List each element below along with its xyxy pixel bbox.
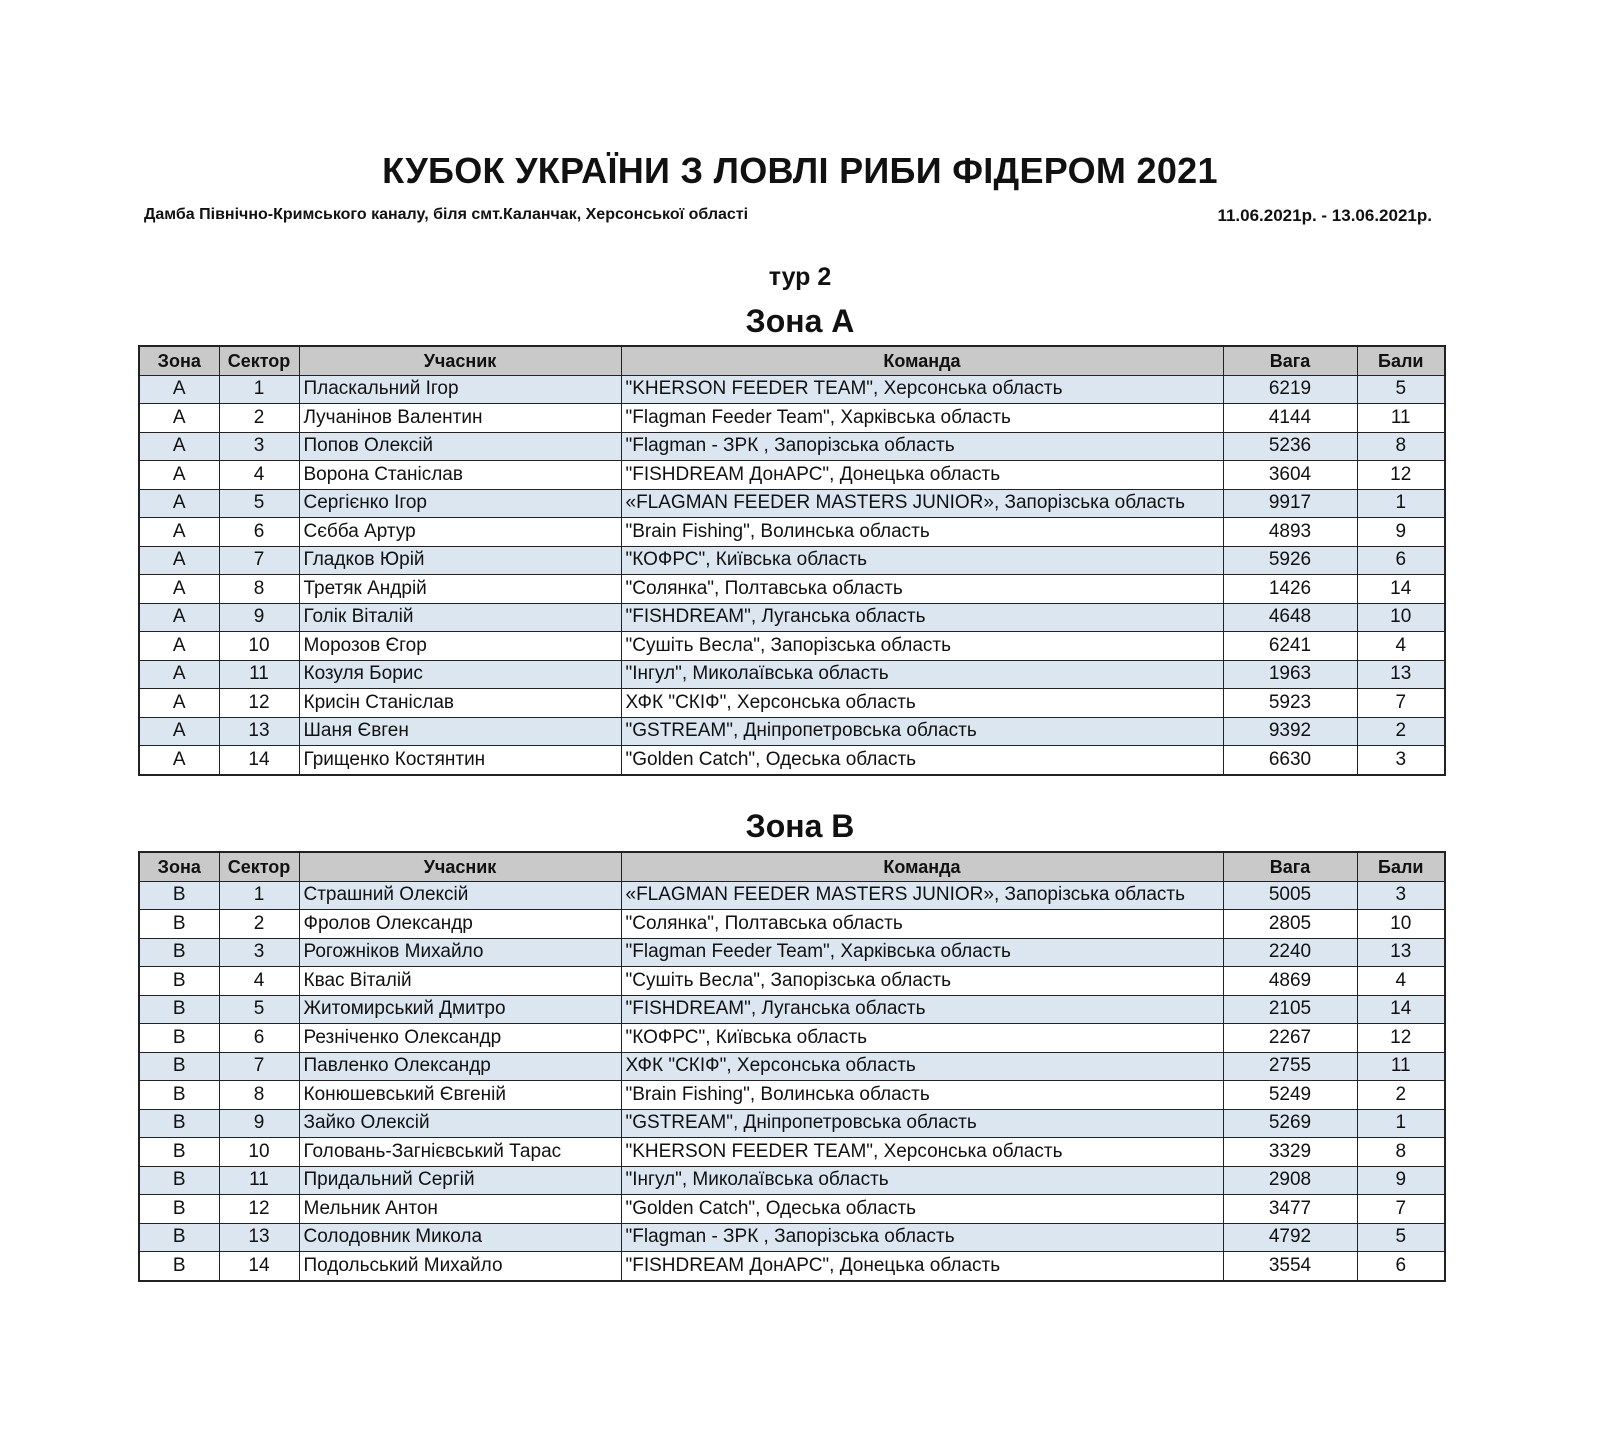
cell-participant: Конюшевський Євгеній xyxy=(299,1081,621,1110)
cell-team: "Golden Catch", Одеська область xyxy=(621,1195,1223,1224)
cell-participant: Зайко Олексій xyxy=(299,1109,621,1138)
column-header-participant: Учасник xyxy=(299,346,621,375)
cell-zone: А xyxy=(139,518,219,547)
cell-weight: 4869 xyxy=(1223,967,1357,996)
cell-weight: 1426 xyxy=(1223,575,1357,604)
cell-sector: 5 xyxy=(219,995,299,1024)
cell-weight: 5926 xyxy=(1223,546,1357,575)
cell-points: 13 xyxy=(1357,938,1445,967)
cell-sector: 3 xyxy=(219,432,299,461)
cell-weight: 4792 xyxy=(1223,1223,1357,1252)
cell-zone: А xyxy=(139,489,219,518)
cell-participant: Голік Віталій xyxy=(299,603,621,632)
zone-b-title: Зона В xyxy=(745,808,855,844)
cell-weight: 3554 xyxy=(1223,1252,1357,1281)
cell-team: «FLAGMAN FEEDER MASTERS JUNIOR», Запорізська область xyxy=(621,489,1223,518)
cell-sector: 6 xyxy=(219,1024,299,1053)
cell-points: 10 xyxy=(1357,603,1445,632)
cell-participant: Грищенко Костянтин xyxy=(299,746,621,775)
cell-points: 11 xyxy=(1357,404,1445,433)
cell-team: "Flagman Feeder Team", Харківська область xyxy=(621,938,1223,967)
cell-points: 14 xyxy=(1357,995,1445,1024)
table-row xyxy=(139,717,1445,746)
event-dates: 11.06.2021р. - 13.06.2021р. xyxy=(1217,206,1432,225)
cell-points: 6 xyxy=(1357,1252,1445,1281)
cell-points: 13 xyxy=(1357,660,1445,689)
cell-zone: В xyxy=(139,1081,219,1110)
cell-sector: 8 xyxy=(219,575,299,604)
cell-weight: 6241 xyxy=(1223,632,1357,661)
table-row xyxy=(139,967,1445,996)
cell-zone: В xyxy=(139,881,219,910)
column-header-sector: Сектор xyxy=(219,346,299,375)
cell-sector: 1 xyxy=(219,881,299,910)
cell-points: 4 xyxy=(1357,632,1445,661)
table-row xyxy=(139,632,1445,661)
cell-sector: 10 xyxy=(219,1138,299,1167)
cell-points: 1 xyxy=(1357,489,1445,518)
table-row xyxy=(139,461,1445,490)
cell-zone: А xyxy=(139,546,219,575)
cell-zone: А xyxy=(139,404,219,433)
cell-weight: 2805 xyxy=(1223,910,1357,939)
cell-participant: Придальний Сергій xyxy=(299,1166,621,1195)
cell-weight: 2755 xyxy=(1223,1052,1357,1081)
cell-zone: А xyxy=(139,717,219,746)
column-header-zone: Зона xyxy=(139,346,219,375)
cell-participant: Пласкальний Ігор xyxy=(299,375,621,404)
table-row xyxy=(139,910,1445,939)
cell-team: "FISHDREAM ДонАРС", Донецька область xyxy=(621,461,1223,490)
cell-sector: 11 xyxy=(219,660,299,689)
table-row xyxy=(139,603,1445,632)
cell-team: "GSTREAM", Дніпропетровська область xyxy=(621,1109,1223,1138)
cell-zone: В xyxy=(139,1109,219,1138)
table-row xyxy=(139,518,1445,547)
cell-team: "КОФРС", Київська область xyxy=(621,1024,1223,1053)
cell-sector: 8 xyxy=(219,1081,299,1110)
cell-team: "Сушіть Весла", Запорізська область xyxy=(621,632,1223,661)
table-row xyxy=(139,489,1445,518)
cell-zone: А xyxy=(139,575,219,604)
cell-team: "Солянка", Полтавська область xyxy=(621,575,1223,604)
cell-sector: 13 xyxy=(219,1223,299,1252)
table-header-row xyxy=(139,852,1445,881)
cell-participant: Мельник Антон xyxy=(299,1195,621,1224)
cell-participant: Гладков Юрій xyxy=(299,546,621,575)
event-location: Дамба Північно-Кримського каналу, біля смт.Каланчак, Херсонської області xyxy=(144,206,749,223)
cell-points: 5 xyxy=(1357,375,1445,404)
table-row xyxy=(139,546,1445,575)
cell-participant: Головань-Загнієвський Тарас xyxy=(299,1138,621,1167)
cell-sector: 7 xyxy=(219,546,299,575)
column-header-sector: Сектор xyxy=(219,852,299,881)
cell-participant: Ворона Станіслав xyxy=(299,461,621,490)
cell-team: "GSTREAM", Дніпропетровська область xyxy=(621,717,1223,746)
table-header-row xyxy=(139,346,1445,375)
table-row xyxy=(139,1252,1445,1281)
cell-sector: 13 xyxy=(219,717,299,746)
cell-participant: Сергієнко Ігор xyxy=(299,489,621,518)
column-header-points: Бали xyxy=(1357,852,1445,881)
cell-sector: 14 xyxy=(219,746,299,775)
table-row xyxy=(139,1138,1445,1167)
cell-zone: В xyxy=(139,910,219,939)
cell-team: "FISHDREAM", Луганська область xyxy=(621,995,1223,1024)
cell-sector: 2 xyxy=(219,910,299,939)
cell-sector: 6 xyxy=(219,518,299,547)
cell-sector: 1 xyxy=(219,375,299,404)
cell-zone: А xyxy=(139,746,219,775)
column-header-zone: Зона xyxy=(139,852,219,881)
cell-sector: 3 xyxy=(219,938,299,967)
cell-team: "KHERSON FEEDER TEAM", Херсонська область xyxy=(621,1138,1223,1167)
cell-weight: 2240 xyxy=(1223,938,1357,967)
cell-zone: В xyxy=(139,1223,219,1252)
table-row xyxy=(139,375,1445,404)
column-header-weight: Вага xyxy=(1223,852,1357,881)
cell-zone: В xyxy=(139,1024,219,1053)
column-header-participant: Учасник xyxy=(299,852,621,881)
cell-sector: 2 xyxy=(219,404,299,433)
cell-points: 1 xyxy=(1357,1109,1445,1138)
cell-weight: 6630 xyxy=(1223,746,1357,775)
cell-sector: 10 xyxy=(219,632,299,661)
table-row xyxy=(139,689,1445,718)
cell-team: "Brain Fishing", Волинська область xyxy=(621,518,1223,547)
page-title: КУБОК УКРАЇНИ З ЛОВЛІ РИБИ ФІДЕРОМ 2021 xyxy=(382,150,1218,191)
column-header-team: Команда xyxy=(621,346,1223,375)
cell-weight: 9917 xyxy=(1223,489,1357,518)
cell-participant: Третяк Андрій xyxy=(299,575,621,604)
cell-team: «FLAGMAN FEEDER MASTERS JUNIOR», Запорізська область xyxy=(621,881,1223,910)
cell-weight: 9392 xyxy=(1223,717,1357,746)
cell-participant: Козуля Борис xyxy=(299,660,621,689)
cell-participant: Павленко Олександр xyxy=(299,1052,621,1081)
cell-participant: Резніченко Олександр xyxy=(299,1024,621,1053)
cell-weight: 5923 xyxy=(1223,689,1357,718)
cell-zone: В xyxy=(139,967,219,996)
cell-sector: 9 xyxy=(219,1109,299,1138)
cell-team: "FISHDREAM ДонАРС", Донецька область xyxy=(621,1252,1223,1281)
round-label: тур 2 xyxy=(768,263,832,291)
cell-points: 4 xyxy=(1357,967,1445,996)
table-row xyxy=(139,881,1445,910)
cell-team: "Golden Catch", Одеська область xyxy=(621,746,1223,775)
cell-sector: 4 xyxy=(219,967,299,996)
cell-weight: 3604 xyxy=(1223,461,1357,490)
cell-participant: Житомирський Дмитро xyxy=(299,995,621,1024)
table-row xyxy=(139,1052,1445,1081)
table-row xyxy=(139,1166,1445,1195)
cell-team: ХФК "СКІФ", Херсонська область xyxy=(621,1052,1223,1081)
cell-zone: В xyxy=(139,1166,219,1195)
cell-zone: А xyxy=(139,375,219,404)
zone-a-title: Зона А xyxy=(745,303,855,339)
cell-team: "Brain Fishing", Волинська область xyxy=(621,1081,1223,1110)
cell-zone: В xyxy=(139,1052,219,1081)
cell-participant: Подольський Михайло xyxy=(299,1252,621,1281)
cell-sector: 11 xyxy=(219,1166,299,1195)
cell-points: 11 xyxy=(1357,1052,1445,1081)
table-row xyxy=(139,1081,1445,1110)
cell-zone: В xyxy=(139,1252,219,1281)
table-row xyxy=(139,404,1445,433)
cell-weight: 4648 xyxy=(1223,603,1357,632)
cell-weight: 4144 xyxy=(1223,404,1357,433)
cell-points: 2 xyxy=(1357,717,1445,746)
cell-points: 8 xyxy=(1357,432,1445,461)
zone-a-table xyxy=(138,345,1446,776)
cell-team: "KHERSON FEEDER TEAM", Херсонська область xyxy=(621,375,1223,404)
table-row xyxy=(139,995,1445,1024)
cell-weight: 3477 xyxy=(1223,1195,1357,1224)
table-row xyxy=(139,1223,1445,1252)
zone-b-table xyxy=(138,851,1446,1282)
cell-team: "FISHDREAM", Луганська область xyxy=(621,603,1223,632)
cell-team: "Сушіть Весла", Запорізська область xyxy=(621,967,1223,996)
cell-sector: 9 xyxy=(219,603,299,632)
cell-zone: А xyxy=(139,660,219,689)
cell-points: 12 xyxy=(1357,1024,1445,1053)
cell-participant: Страшний Олексій xyxy=(299,881,621,910)
cell-sector: 12 xyxy=(219,1195,299,1224)
cell-team: "Flagman Feeder Team", Харківська область xyxy=(621,404,1223,433)
cell-weight: 1963 xyxy=(1223,660,1357,689)
cell-team: ХФК "СКІФ", Херсонська область xyxy=(621,689,1223,718)
column-header-points: Бали xyxy=(1357,346,1445,375)
cell-sector: 7 xyxy=(219,1052,299,1081)
cell-weight: 2908 xyxy=(1223,1166,1357,1195)
cell-participant: Лучанінов Валентин xyxy=(299,404,621,433)
cell-participant: Попов Олексій xyxy=(299,432,621,461)
cell-participant: Шаня Євген xyxy=(299,717,621,746)
cell-points: 2 xyxy=(1357,1081,1445,1110)
cell-team: "Flagman - ЗРК , Запорізська область xyxy=(621,432,1223,461)
table-row xyxy=(139,1195,1445,1224)
cell-zone: А xyxy=(139,632,219,661)
cell-team: "КОФРС", Київська область xyxy=(621,546,1223,575)
cell-zone: А xyxy=(139,432,219,461)
table-row xyxy=(139,1109,1445,1138)
table-row xyxy=(139,1024,1445,1053)
cell-zone: А xyxy=(139,689,219,718)
cell-points: 9 xyxy=(1357,518,1445,547)
cell-sector: 5 xyxy=(219,489,299,518)
cell-weight: 5249 xyxy=(1223,1081,1357,1110)
cell-zone: В xyxy=(139,1195,219,1224)
cell-zone: А xyxy=(139,461,219,490)
cell-participant: Сєбба Артур xyxy=(299,518,621,547)
cell-zone: А xyxy=(139,603,219,632)
column-header-weight: Вага xyxy=(1223,346,1357,375)
column-header-team: Команда xyxy=(621,852,1223,881)
cell-participant: Квас Віталій xyxy=(299,967,621,996)
cell-points: 3 xyxy=(1357,746,1445,775)
cell-participant: Морозов Єгор xyxy=(299,632,621,661)
cell-points: 10 xyxy=(1357,910,1445,939)
table-row xyxy=(139,432,1445,461)
cell-team: "Інгул", Миколаївська область xyxy=(621,660,1223,689)
cell-participant: Солодовник Микола xyxy=(299,1223,621,1252)
cell-points: 12 xyxy=(1357,461,1445,490)
table-row xyxy=(139,938,1445,967)
cell-weight: 2105 xyxy=(1223,995,1357,1024)
cell-points: 3 xyxy=(1357,881,1445,910)
table-row xyxy=(139,660,1445,689)
cell-sector: 12 xyxy=(219,689,299,718)
cell-zone: В xyxy=(139,938,219,967)
cell-sector: 4 xyxy=(219,461,299,490)
cell-weight: 5269 xyxy=(1223,1109,1357,1138)
cell-team: "Інгул", Миколаївська область xyxy=(621,1166,1223,1195)
cell-participant: Рогожніков Михайло xyxy=(299,938,621,967)
cell-sector: 14 xyxy=(219,1252,299,1281)
cell-zone: В xyxy=(139,995,219,1024)
cell-points: 7 xyxy=(1357,689,1445,718)
cell-participant: Фролов Олександр xyxy=(299,910,621,939)
cell-zone: В xyxy=(139,1138,219,1167)
cell-points: 7 xyxy=(1357,1195,1445,1224)
cell-weight: 6219 xyxy=(1223,375,1357,404)
cell-weight: 2267 xyxy=(1223,1024,1357,1053)
cell-participant: Крисін Станіслав xyxy=(299,689,621,718)
cell-weight: 4893 xyxy=(1223,518,1357,547)
cell-points: 9 xyxy=(1357,1166,1445,1195)
cell-weight: 5236 xyxy=(1223,432,1357,461)
table-row xyxy=(139,746,1445,775)
cell-points: 5 xyxy=(1357,1223,1445,1252)
cell-team: "Солянка", Полтавська область xyxy=(621,910,1223,939)
cell-weight: 3329 xyxy=(1223,1138,1357,1167)
table-row xyxy=(139,575,1445,604)
cell-points: 6 xyxy=(1357,546,1445,575)
cell-team: "Flagman - ЗРК , Запорізська область xyxy=(621,1223,1223,1252)
cell-weight: 5005 xyxy=(1223,881,1357,910)
cell-points: 14 xyxy=(1357,575,1445,604)
cell-points: 8 xyxy=(1357,1138,1445,1167)
